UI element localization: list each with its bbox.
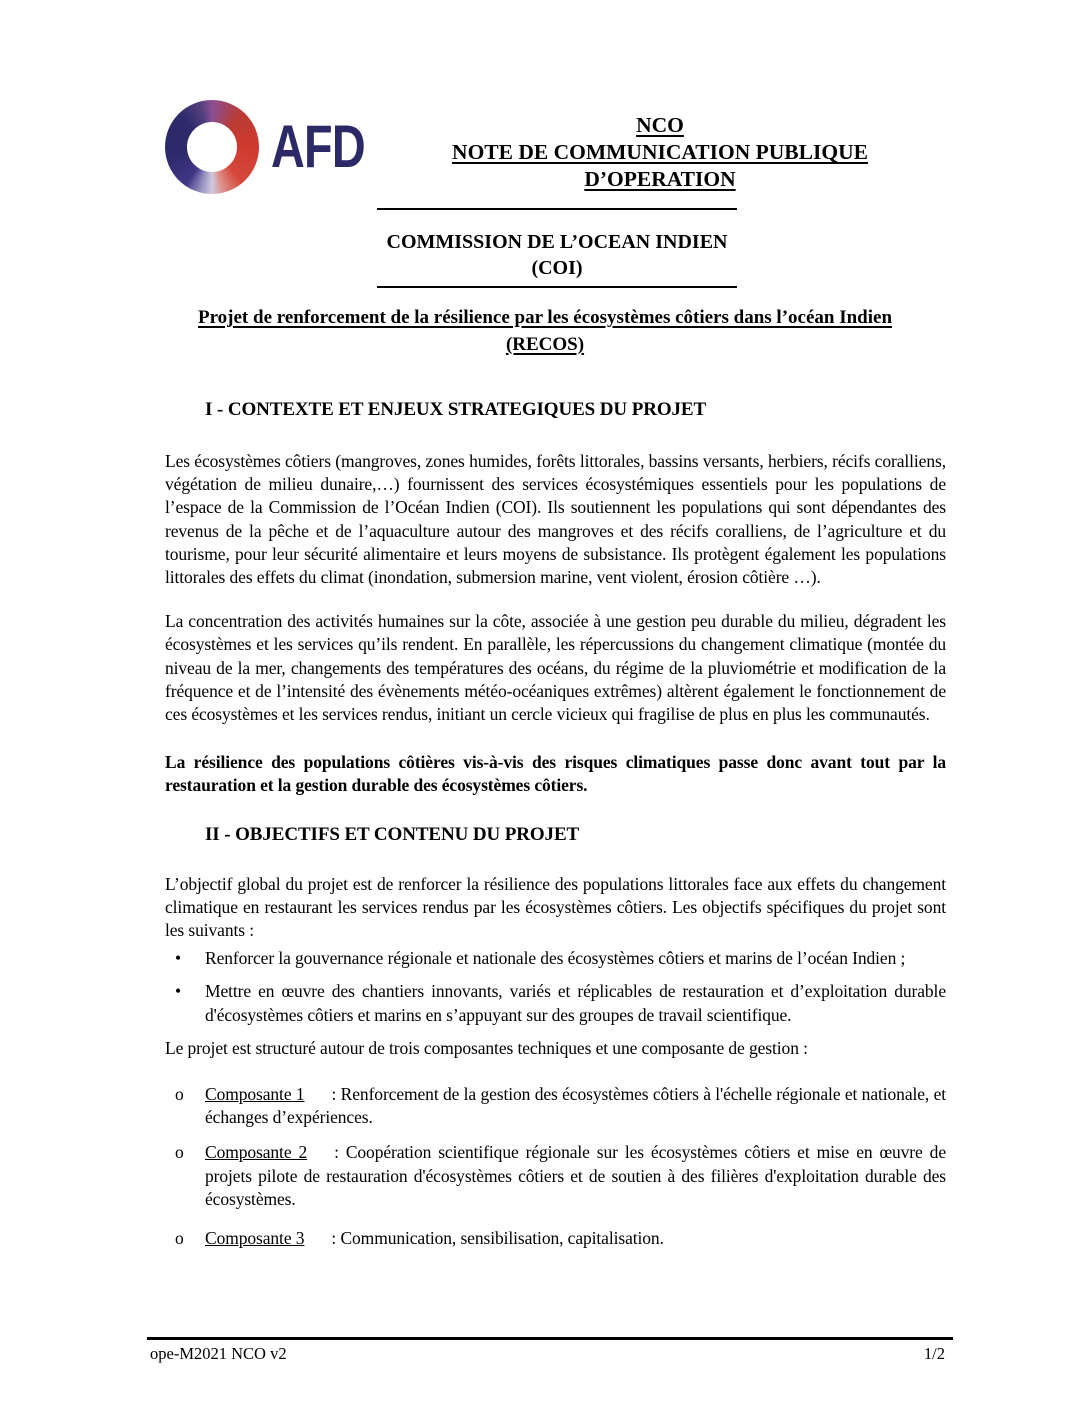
composante-1-label: Composante 1 xyxy=(205,1084,305,1105)
footer-divider xyxy=(147,1337,953,1340)
nco-header xyxy=(375,112,945,193)
document-body xyxy=(165,390,946,1250)
composante-item-3 xyxy=(165,1227,946,1250)
objective-bullet-1-text: Renforcer la gouvernance régionale et nationale des écosystèmes côtiers et marins de l’océan Indien ; xyxy=(205,948,906,969)
afd-logo xyxy=(165,100,391,194)
resilience-key-statement: La résilience des populations côtières vis-à-vis des risques climatiques passe donc avant tout par la restauration et la gestion durable des écosystèmes côtiers. xyxy=(165,752,946,796)
footer xyxy=(150,1344,945,1364)
objective-bullet-1 xyxy=(165,947,946,970)
composante-item-1 xyxy=(165,1083,946,1129)
section1-heading: I - CONTEXTE ET ENJEUX STRATEGIQUES DU PROJET xyxy=(205,399,707,420)
context-paragraph-1: Les écosystèmes côtiers (mangroves, zones humides, forêts littorales, bassins versants, herbiers, récifs coralliens, végétation de milieu dunaire,…) fournissent des services écosystémiques essentiels pour les populations de l’espace de la Commission de l’Océan Indien (COI). Ils soutiennent les populations qui sont dépendantes des revenus de la pêche et de l’aquaculture autour des mangroves et des récifs coralliens, de l’agriculture et du tourisme, pour leur sécurité alimentaire et leurs moyens de subsistance. Ils protègent également les populations littorales des effets du climat (inondation, submersion marine, vent violent, érosion côtière …). xyxy=(165,451,946,588)
nco-title: NOTE DE COMMUNICATION PUBLIQUE D’OPERATION xyxy=(452,140,868,191)
objectives-intro: L’objectif global du projet est de renforcer la résilience des populations littorales face aux effets du changement climatique en restaurant les services rendus par les écosystèmes côtiers. Les objectifs spécifiques du projet sont les suivants : xyxy=(165,873,946,941)
footer-doc-reference: ope-M2021 NCO v2 xyxy=(150,1344,287,1363)
afd-wordmark: AFD xyxy=(271,113,365,180)
organization-acronym: (COI) xyxy=(531,257,583,279)
organization-name: COMMISSION DE L’OCEAN INDIEN xyxy=(386,231,728,253)
afd-logo-ring-hole xyxy=(187,122,237,172)
project-title-line1: Projet de renforcement de la résilience par les écosystèmes côtiers dans l’océan Indien xyxy=(197,307,893,328)
composante-3-text: : Communication, sensibilisation, capitalisation. xyxy=(331,1228,664,1249)
objective-bullet-2-text: Mettre en œuvre des chantiers innovants, variés et réplicables de restauration et d’exploitation durable d'écosystèmes côtiers et marins en s’appuyant sur des groupes de travail scientifique. xyxy=(205,981,946,1025)
composante-2-text: : Coopération scientifique régionale sur les écosystèmes côtiers et mise en œuvre de projets pilote de restauration d'écosystèmes côtiers et de soutien à des filières d'exploitation durable des écosystèmes. xyxy=(205,1142,946,1209)
objective-bullet-2 xyxy=(165,980,946,1026)
composante-3-label: Composante 3 xyxy=(205,1228,305,1249)
composante-2-label: Composante 2 xyxy=(205,1142,308,1163)
project-title xyxy=(154,304,936,358)
circle-marker-icon: o xyxy=(175,1228,184,1249)
project-title-line2: (RECOS) xyxy=(505,334,585,355)
section2-heading: II - OBJECTIFS ET CONTENU DU PROJET xyxy=(205,823,580,845)
footer-page-number: 1/2 xyxy=(923,1344,945,1363)
composante-item-2 xyxy=(165,1141,946,1211)
circle-marker-icon: o xyxy=(175,1084,184,1105)
bullet-icon: • xyxy=(175,948,182,969)
composante-1-text: : Renforcement de la gestion des écosystèmes côtiers à l'échelle régionale et nationale, et échanges d’expériences. xyxy=(205,1084,947,1128)
nco-code: NCO xyxy=(636,113,684,137)
afd-logo-ring-icon xyxy=(165,100,259,194)
organization-box xyxy=(377,208,737,288)
circle-marker-icon: o xyxy=(175,1142,184,1163)
bullet-icon: • xyxy=(175,981,182,1002)
structure-intro: Le projet est structuré autour de trois composantes techniques et une composante de gestion : xyxy=(165,1037,808,1058)
context-paragraph-2: La concentration des activités humaines sur la côte, associée à une gestion peu durable du milieu, dégradent les écosystèmes et les services qu’ils rendent. En parallèle, les répercussions du changement climatique (montée du niveau de la mer, changements des températures des océans, du régime de la pluviométrie et modification de la fréquence et de l’intensité des évènements météo-océaniques extrêmes) altèrent également le fonctionnement de ces écosystèmes et les services rendus, initiant un cercle vicieux qui fragilise de plus en plus les communautés. xyxy=(165,611,946,725)
